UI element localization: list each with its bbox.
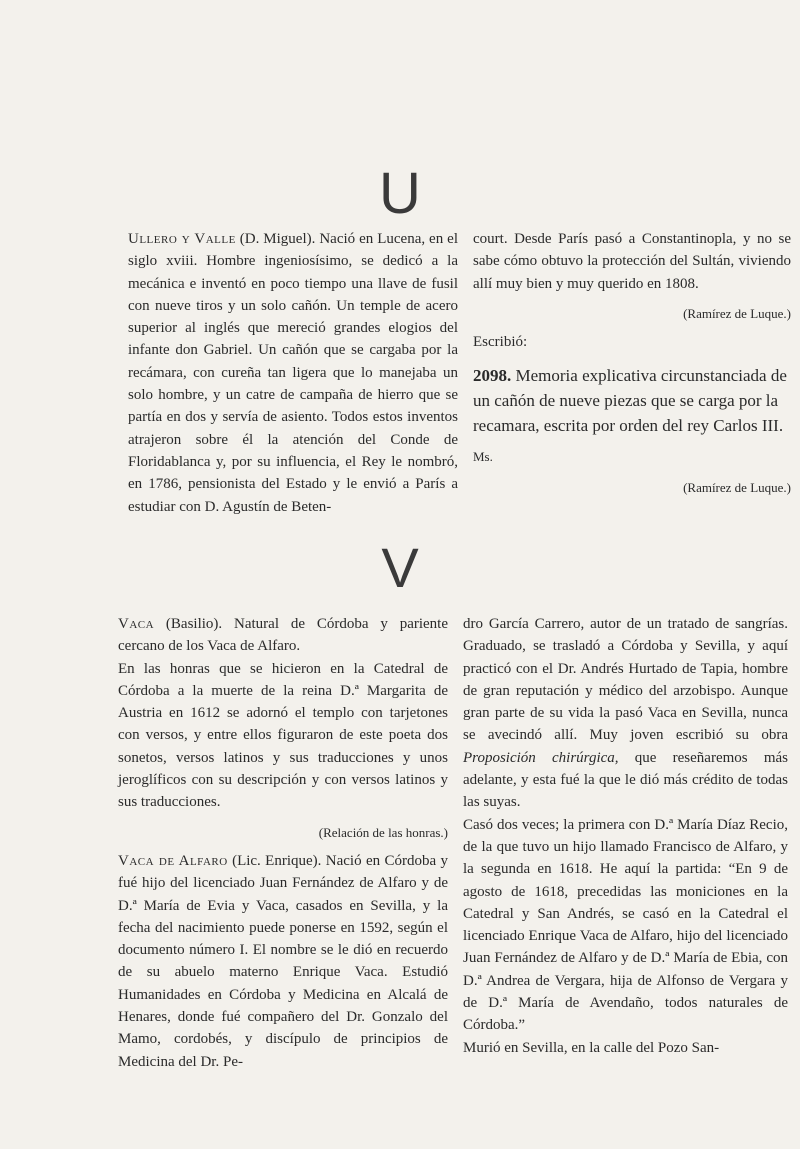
entry-text: (Basilio). Natural de Córdoba y pariente cercano de los Vaca de Alfaro.	[118, 616, 449, 655]
column-u-left	[128, 228, 458, 518]
entry-text: (Lic. Enrique). Nació en Córdoba y fué hijo del licenciado Juan Fernández de Alfaro y de D.ª María de Evia y Vaca, casados en Sevilla, y la fecha del nacimiento puede ponerse en 1592, según el documento número I. El nombre se le dió en recuerdo de su abuelo materno Enrique Vaca. Estudió Humanidades en Córdoba y Medicina en Alcalá de Henares, donde fué compañero del Dr. Gonzalo del Mamo, cordobés, y discípulo de principios de Medicina del Dr. Pe-	[118, 852, 448, 1070]
entry-vaca-basilio	[118, 613, 448, 658]
continuation-text-2: que reseñaremos más adelante, y esta fué la que le dió más crédito de todas las suyas.	[463, 749, 789, 811]
entry-paragraph: En las honras que se hicieron en la Catedral de Córdoba a la muerte de la reina D.ª Margarita de Austria en 1612 se adornó el templo con tarjetones con versos, y entre ellos figuraron de este poeta dos sonetos, versos latinos y sus traducciones y unos jeroglíficos con su descripción y con versos latinos y sus traducciones.	[118, 660, 448, 811]
entry-ullero	[128, 228, 458, 518]
escribio-label: Escribió:	[473, 334, 528, 351]
continuation-text: dro García Carrero, autor de un tratado de sangrías. Graduado, se trasladó a Córdoba y Sevilla, y aquí practicó con el Dr. Andrés Hurtado de Tapia, hombre de gran reputación y médico del arzobispo. Aunque gran parte de su vida la pasó Vaca en Sevilla, nunca se avecindó allí. Muy joven escribió su obra	[463, 616, 788, 744]
column-u-right	[473, 228, 791, 505]
work-title: Memoria explicativa circunstanciada de un cañón de nueve piezas que se carga por la recamara, escrita por orden del rey Carlos III.	[473, 366, 787, 436]
entry-text: (D. Miguel). Nació en Lucena, en el siglo xviii. Hombre ingeniosísimo, se dedicó a la mecánica e inventó en poco tiempo una llave de fusil con nueve tiros y un solo cañón. Un temple de acero superior al inglés que mereció grandes elogios del infante don Gabriel. Un cañón que se cargaba por la recámara, con cureña tan ligera que lo manejaba un solo hombre, y un catre de campaña de hierro que se partía en dos y servía de asiento. Todos estos inventos atrajeron sobre él la atención del Conde de Floridablanca y, por su influencia, el Rey le nombró, en 1786, pensionista del Estado y le envió a París a estudiar con D. Agustín de Beten-	[128, 231, 458, 515]
entry-source: (Ramírez de Luque.)	[683, 305, 791, 321]
entry-source: (Relación de las honras.)	[318, 824, 448, 840]
entry-continuation: court. Desde París pasó a Constantinopla, y no se sabe cómo obtuvo la protección del Sultán, viviendo allí muy bien y muy querido en 1808.	[473, 231, 791, 292]
entry-vaca-enrique	[118, 850, 448, 1073]
column-v-right	[463, 613, 788, 1059]
entry-paragraph-death: Murió en Sevilla, en la calle del Pozo San-	[463, 1039, 720, 1056]
work-ms: Ms.	[473, 449, 493, 465]
work-title-italic: Proposición chirúrgica,	[463, 749, 619, 766]
entry-name: Vaca	[118, 616, 155, 632]
entry-paragraph-marriage: Casó dos veces; la primera con D.ª María Díaz Recio, de la que tuvo un hijo llamado Francisco de Alfaro, y la segunda en 1618. He aquí la partida: “En 9 de agosto de 1618, precedidas las moniciones en la Catedral y San Andrés, se casó en la Catedral el licenciado Enrique Vaca de Alfaro, hijo del licenciado Juan Fernández de Alfaro y de D.ª María de Ebia, con D.ª Andrea de Vergara, hija de Alfonso de Vergara y de D.ª María de Avendaño, todos naturales de Córdoba.”	[463, 816, 788, 1034]
work-number: 2098.	[473, 366, 512, 386]
entry-name: Vaca de Alfaro	[118, 852, 228, 869]
column-v-left	[118, 613, 448, 1073]
work-entry	[473, 363, 791, 438]
entry-continuation	[463, 613, 788, 814]
section-letter-u: U	[379, 161, 421, 226]
section-letter-v: V	[381, 536, 419, 599]
work-source: (Ramírez de Luque.)	[683, 479, 791, 495]
entry-name: Ullero y Valle	[128, 231, 236, 247]
